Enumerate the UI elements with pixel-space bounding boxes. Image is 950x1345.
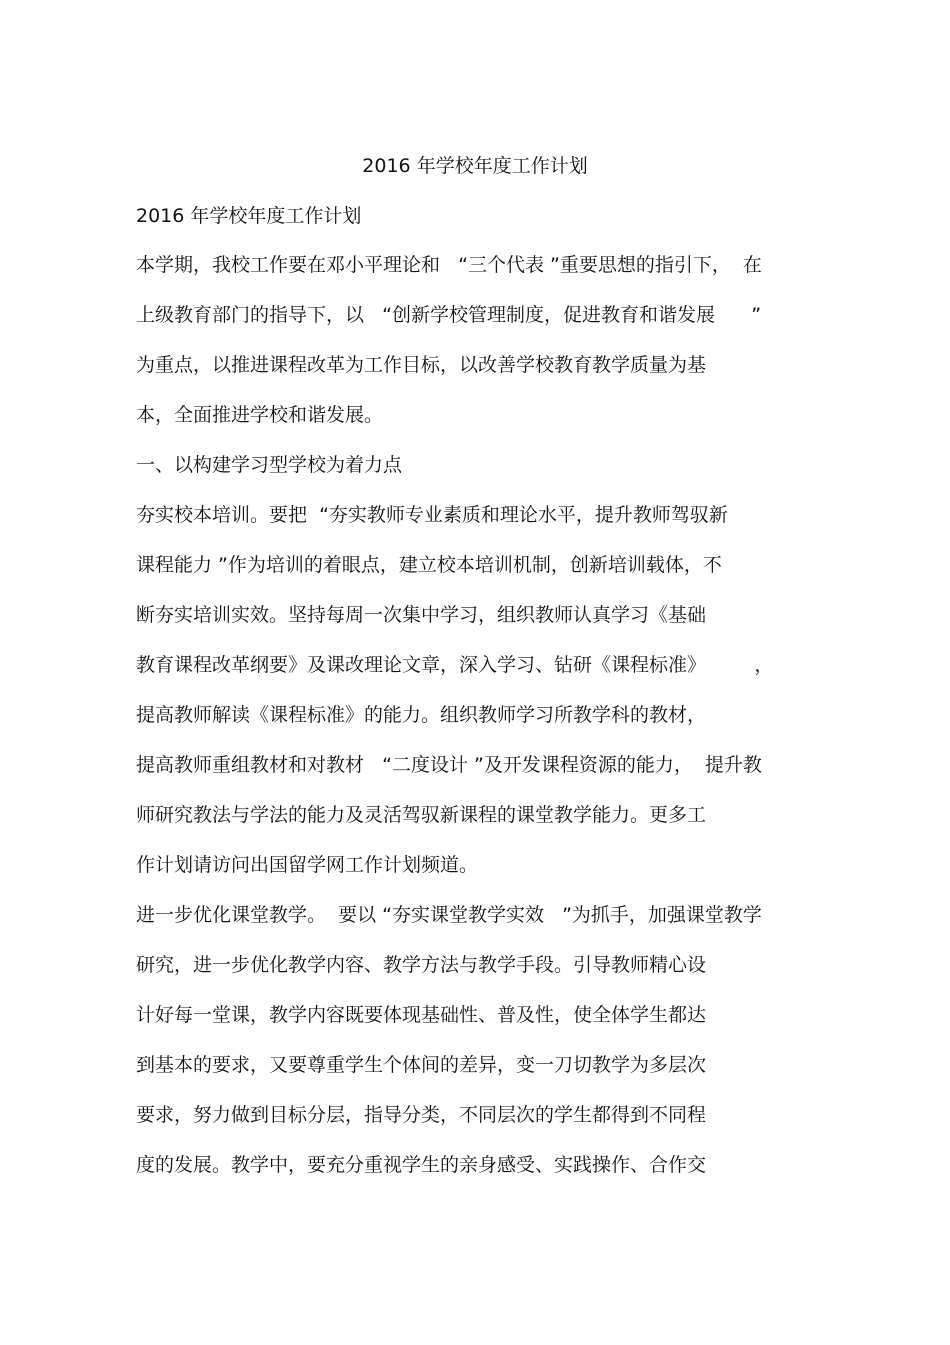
paragraph-line-11: 提高教师重组教材和对教材 “二度设计 ”及开发课程资源的能力， 提升教 — [136, 754, 762, 776]
document-subtitle: 2016 年学校年度工作计划 — [136, 205, 362, 227]
paragraph-line-1: 本学期，我校工作要在邓小平理论和 “三个代表 ”重要思想的指引下， 在 — [136, 254, 762, 276]
paragraph-line-12: 师研究教法与学法的能力及灵活驾驭新课程的课堂教学能力。更多工 — [136, 804, 707, 826]
paragraph-line-15: 研究，进一步优化教学内容、教学方法与教学手段。引导教师精心设 — [136, 954, 707, 976]
paragraph-line-7: 课程能力 ”作为培训的着眼点，建立校本培训机制，创新培训载体，不 — [136, 554, 722, 576]
paragraph-line-19: 度的发展。教学中，要充分重视学生的亲身感受、实践操作、合作交 — [136, 1154, 707, 1176]
paragraph-line-14: 进一步优化课堂教学。 要以 “夯实课堂教学实效 ”为抓手，加强课堂教学 — [136, 904, 762, 926]
paragraph-line-8: 断夯实培训实效。坚持每周一次集中学习，组织教师认真学习《基础 — [136, 604, 707, 626]
paragraph-line-4: 本，全面推进学校和谐发展。 — [136, 404, 384, 426]
paragraph-line-18: 要求，努力做到目标分层，指导分类，不同层次的学生都得到不同程 — [136, 1104, 707, 1126]
document-title: 2016 年学校年度工作计划 — [362, 155, 588, 177]
paragraph-line-2: 上级教育部门的指导下，以 “创新学校管理制度，促进教育和谐发展 ” — [136, 304, 762, 326]
section-heading-1: 一、以构建学习型学校为着力点 — [136, 454, 403, 476]
paragraph-line-6: 夯实校本培训。要把 “夯实教师专业素质和理论水平，提升教师驾驭新 — [136, 504, 728, 526]
paragraph-line-9: 教育课程改革纲要》及课改理论文章，深入学习、钻研《课程标准》 ， — [136, 654, 774, 676]
paragraph-line-17: 到基本的要求，又要尊重学生个体间的差异，变一刀切教学为多层次 — [136, 1054, 707, 1076]
paragraph-line-3: 为重点，以推进课程改革为工作目标，以改善学校教育教学质量为基 — [136, 354, 707, 376]
paragraph-line-13: 作计划请访问出国留学网工作计划频道。 — [136, 854, 479, 876]
paragraph-line-10: 提高教师解读《课程标准》的能力。组织教师学习所教学科的教材， — [136, 704, 707, 726]
paragraph-line-16: 计好每一堂课，教学内容既要体现基础性、普及性，使全体学生都达 — [136, 1004, 707, 1026]
